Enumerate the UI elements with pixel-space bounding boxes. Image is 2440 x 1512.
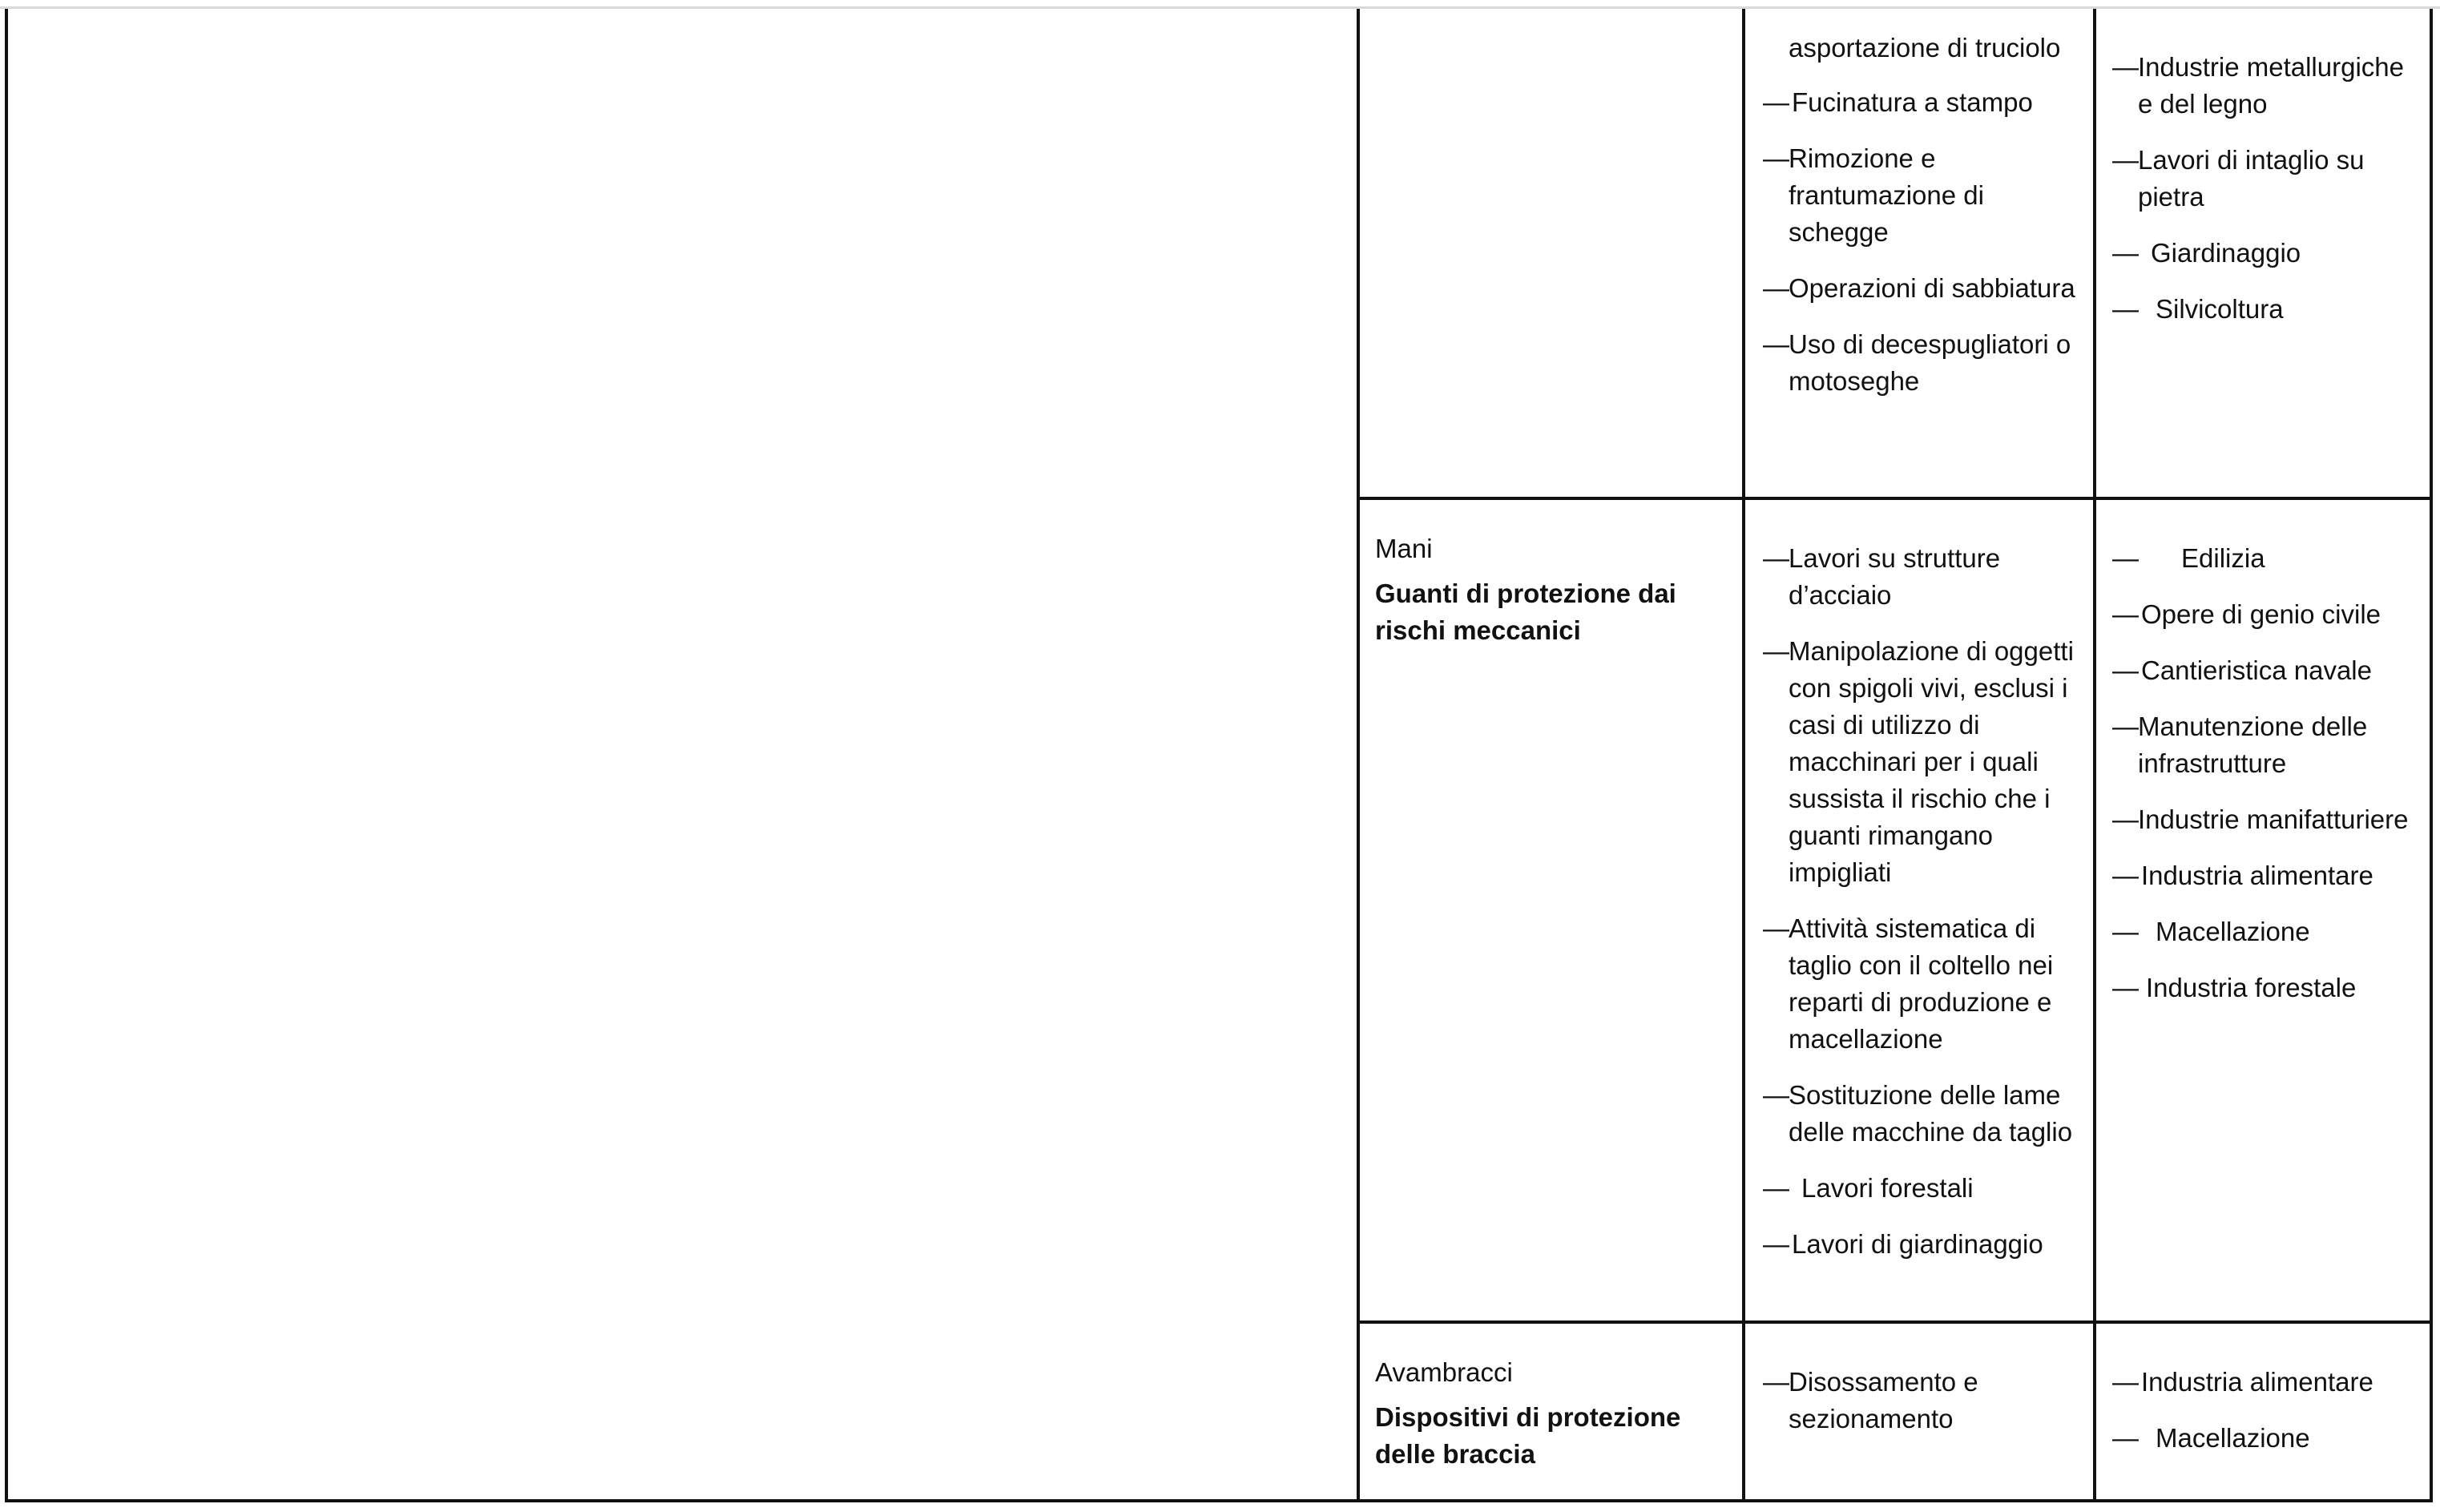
list-item: — Lavori su strutture d’acciaio [1763,543,2001,610]
body-part-label: Mani [1375,534,1433,563]
table-row-3-activities [1763,1364,2083,1457]
column-divider-1 [1357,9,1360,1499]
list-item: — Industria alimentare [2112,1367,2373,1397]
list-item: — Macellazione [2112,1423,2310,1453]
list-item: — Lavori di intaglio su pietra [2112,145,2365,212]
list-item: — Manutenzione delle infrastrutture [2112,712,2368,778]
list-item: — Lavori di giardinaggio [1763,1229,2043,1259]
table-row-2-activities [1763,540,2083,1282]
table-row-1-sectors [2112,49,2425,347]
list-item: — Uso di decespugliatori o motoseghe [1763,329,2071,396]
table-row-3-sectors [2112,1364,2425,1476]
list-item: — Macellazione [2112,917,2310,946]
list-item: — Disossamento e sezionamento [1763,1367,1978,1433]
column-divider-2 [1742,9,1745,1499]
table-row-3-label [1375,1354,1728,1473]
table-row-2-label [1375,530,1728,649]
list-item: — Industria forestale [2112,973,2357,1002]
device-label: Guanti di protezione dai rischi meccanici [1375,579,1676,645]
row-divider-2 [1357,1320,2433,1324]
table-row-1-activities [1763,30,2083,419]
row-divider-1 [1357,497,2433,500]
list-item: — Industrie manifatturiere [2112,804,2409,834]
list-item: — Rimozione e frantumazione di schegge [1763,143,1984,247]
column-divider-3 [2093,9,2096,1499]
list-item: asportazione di truciolo [1789,33,2061,62]
list-item: — Giardinaggio [2112,238,2301,268]
list-item: — Manipolazione di oggetti con spigoli vivi, esclusi i casi di utilizzo di macchinari per i quali sussista il rischio che i guanti rimangano impigliati [1763,636,2074,887]
body-part-label: Avambracci [1375,1357,1513,1387]
table-row-2-sectors [2112,540,2425,1026]
list-item: — Cantieristica navale [2112,655,2372,685]
list-item: — Silvicoltura [2112,294,2284,324]
list-item: — Attività sistematica di taglio con il coltello nei reparti di produzione e macellazione [1763,913,2054,1054]
list-item: — Opere di genio civile [2112,599,2381,629]
list-item: — Sostituzione delle lame delle macchine da taglio [1763,1080,2073,1147]
device-label: Dispositivi di protezione delle braccia [1375,1402,1681,1469]
list-item: — Operazioni di sabbiatura [1763,273,2075,303]
list-item: — Fucinatura a stampo [1763,87,2033,117]
list-item: — Edilizia [2112,543,2265,573]
list-item: — Industrie metallurgiche e del legno [2112,52,2404,119]
list-item: — Lavori forestali [1763,1173,1974,1203]
list-item: — Industria alimentare [2112,861,2373,890]
